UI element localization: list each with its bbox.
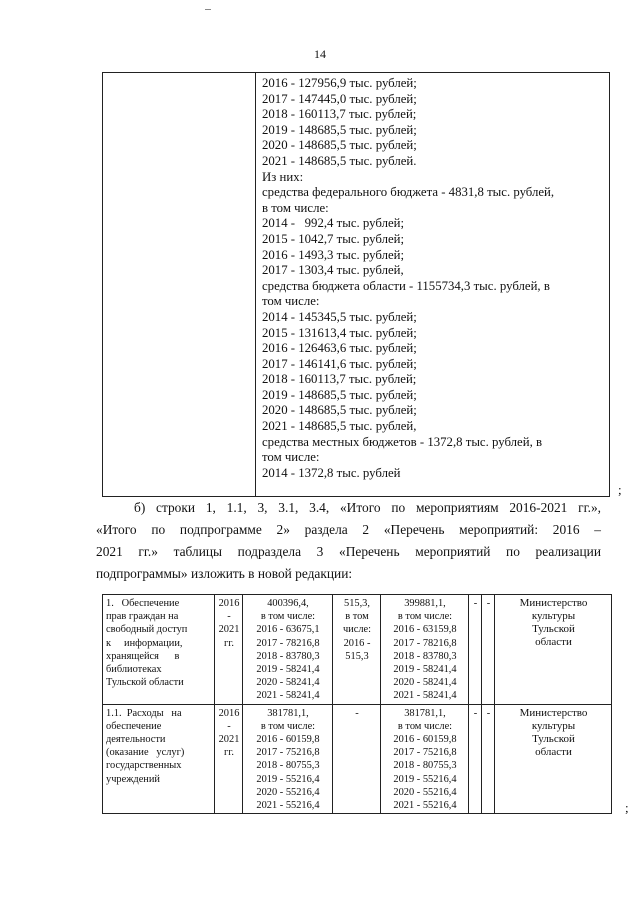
responsible-cell-line: Тульской bbox=[532, 732, 575, 745]
regional-budget-cell-line: 2016 - 63159,8 bbox=[393, 624, 457, 636]
activity-name-cell-line: к информации, bbox=[106, 637, 183, 649]
responsible-cell-line: Тульской bbox=[532, 623, 575, 635]
activity-name-cell-line: хранящейся в bbox=[106, 650, 180, 662]
regional-budget-cell-line: 399881,1, bbox=[404, 598, 446, 609]
activity-name-cell bbox=[103, 595, 215, 705]
funding-table-continued bbox=[102, 72, 610, 497]
funding-line: 2017 - 146141,6 тыс. рублей; bbox=[262, 356, 417, 371]
activity-name-cell-line: прав граждан на bbox=[106, 611, 179, 623]
regional-budget-cell-line: 2018 - 80755,3 bbox=[393, 760, 457, 772]
federal-budget-cell bbox=[333, 595, 381, 705]
period-cell-line: - bbox=[227, 720, 231, 732]
funding-line: 2020 - 148685,5 тыс. рублей; bbox=[262, 138, 417, 153]
responsible-cell-line: области bbox=[535, 745, 572, 758]
regional-budget-cell-line: в том числе: bbox=[397, 720, 453, 732]
activity-name-cell-line: обеспечение bbox=[106, 720, 162, 732]
federal-budget-cell-line: - bbox=[355, 707, 359, 719]
funding-line: 2015 - 1042,7 тыс. рублей; bbox=[262, 231, 405, 246]
funding-line: 2014 - 145345,5 тыс. рублей; bbox=[262, 309, 417, 324]
responsible-cell-line: Министерство bbox=[519, 597, 588, 609]
funding-line: в том числе: bbox=[262, 200, 329, 215]
federal-budget-cell bbox=[333, 704, 381, 814]
federal-budget-cell-line: 515,3 bbox=[345, 650, 369, 662]
responsible-cell-line: Министерство bbox=[519, 706, 588, 719]
federal-budget-cell-line: 2016 - bbox=[343, 637, 371, 649]
period-cell-line: 2016 bbox=[218, 598, 240, 609]
activity-name-cell-line: 1.1. Расходы на bbox=[106, 707, 182, 719]
paragraph-line: б) строки 1, 1.1, 3, 3.1, 3.4, «Итого по мероприятиям 2016-2021 гг.», bbox=[134, 500, 601, 515]
regional-budget-cell-line: 2017 - 78216,8 bbox=[393, 637, 457, 649]
period-cell bbox=[215, 595, 243, 705]
period-cell-line: гг. bbox=[224, 637, 234, 649]
funding-amounts-cell bbox=[256, 73, 610, 497]
funding-line: 2016 - 1493,3 тыс. рублей; bbox=[262, 247, 405, 262]
funding-line: том числе: bbox=[262, 450, 320, 465]
funding-line: 2016 - 126463,6 тыс. рублей; bbox=[262, 341, 417, 356]
regional-budget-cell-line: в том числе: bbox=[397, 611, 453, 623]
regional-budget-cell-line: 2016 - 60159,8 bbox=[393, 734, 457, 746]
funding-line: 2014 - 1372,8 тыс. рублей bbox=[262, 465, 401, 480]
total-amount-cell-line: 2016 - 63675,1 bbox=[256, 624, 320, 636]
regional-budget-cell-line: 2020 - 55216,4 bbox=[393, 786, 457, 798]
total-amount-cell-line: 2021 - 55216,4 bbox=[256, 800, 320, 812]
regional-budget-cell-line: 2021 - 58241,4 bbox=[393, 690, 457, 702]
activities-table bbox=[102, 594, 612, 814]
funding-line: 2021 - 148685,5 тыс. рублей. bbox=[262, 153, 417, 168]
period-cell-line: - bbox=[227, 611, 231, 623]
regional-budget-cell-line: 381781,1, bbox=[404, 707, 446, 719]
activity-name-cell-line: (оказание услуг) bbox=[106, 747, 185, 759]
total-amount-cell-line: 2019 - 55216,4 bbox=[256, 773, 320, 785]
activity-name-cell-line: 1. Обеспечение bbox=[106, 598, 180, 609]
funding-line: том числе: bbox=[262, 294, 320, 309]
funding-line: средства местных бюджетов - 1372,8 тыс. рублей, в bbox=[262, 434, 543, 449]
other-sources-cell: - bbox=[482, 704, 495, 814]
regional-budget-cell-line: 2019 - 55216,4 bbox=[393, 773, 457, 785]
responsible-cell-line: области bbox=[535, 636, 572, 648]
total-amount-cell bbox=[243, 704, 333, 814]
semicolon-mark: ; bbox=[618, 482, 622, 497]
regional-budget-cell bbox=[381, 595, 469, 705]
funding-line: средства бюджета области - 1155734,3 тыс. рублей, в bbox=[262, 278, 550, 293]
table-row bbox=[103, 704, 612, 814]
funding-line: 2019 - 148685,5 тыс. рублей; bbox=[262, 387, 417, 402]
funding-line: 2014 - 992,4 тыс. рублей; bbox=[262, 216, 405, 231]
total-amount-cell-line: в том числе: bbox=[260, 611, 316, 623]
federal-budget-cell-line: числе: bbox=[342, 624, 372, 636]
local-budget-cell: - bbox=[469, 704, 482, 814]
funding-line: 2021 - 148685,5 тыс. рублей, bbox=[262, 419, 417, 434]
funding-line: 2017 - 147445,0 тыс. рублей; bbox=[262, 91, 417, 106]
funding-line: 2018 - 160113,7 тыс. рублей; bbox=[262, 107, 417, 122]
total-amount-cell-line: 2020 - 58241,4 bbox=[256, 677, 320, 689]
total-amount-cell-line: 2018 - 83780,3 bbox=[256, 650, 320, 662]
federal-budget-cell-line: 515,3, bbox=[344, 598, 370, 609]
activity-name-cell bbox=[103, 704, 215, 814]
total-amount-cell-line: 2019 - 58241,4 bbox=[256, 664, 320, 676]
page-number: 14 bbox=[314, 47, 326, 61]
period-cell bbox=[215, 704, 243, 814]
funding-line: средства федерального бюджета - 4831,8 тыс. рублей, bbox=[262, 185, 555, 200]
period-cell-line: 2021 bbox=[218, 624, 240, 636]
regional-budget-cell-line: 2020 - 58241,4 bbox=[393, 677, 457, 689]
activity-name-cell-line: деятельности bbox=[106, 734, 166, 746]
total-amount-cell-line: 2018 - 80755,3 bbox=[256, 760, 320, 772]
paragraph-line: подпрограммы» изложить в новой редакции: bbox=[96, 566, 353, 581]
total-amount-cell-line: 2016 - 60159,8 bbox=[256, 734, 320, 746]
responsible-cell bbox=[495, 595, 612, 705]
total-amount-cell-line: 381781,1, bbox=[267, 707, 309, 719]
activity-name-cell-line: свободный доступ bbox=[106, 624, 188, 636]
regional-budget-cell-line: 2019 - 58241,4 bbox=[393, 664, 457, 676]
period-cell-line: 2016 bbox=[218, 707, 240, 719]
total-amount-cell-line: в том числе: bbox=[260, 720, 316, 732]
activity-name-cell-line: учреждений bbox=[106, 773, 160, 785]
amendment-paragraph bbox=[96, 497, 601, 585]
responsible-cell-line: культуры bbox=[531, 719, 576, 732]
regional-budget-cell-line: 2017 - 75216,8 bbox=[393, 747, 457, 759]
scan-mark bbox=[205, 9, 211, 10]
table-row bbox=[103, 595, 612, 705]
total-amount-cell-line: 2017 - 75216,8 bbox=[256, 747, 320, 759]
period-cell-line: гг. bbox=[224, 747, 234, 759]
funding-line: 2018 - 160113,7 тыс. рублей; bbox=[262, 372, 417, 387]
funding-line: 2020 - 148685,5 тыс. рублей; bbox=[262, 403, 417, 418]
funding-line: 2019 - 148685,5 тыс. рублей; bbox=[262, 122, 417, 137]
activity-name-cell-line: Тульской области bbox=[106, 677, 184, 689]
responsible-cell bbox=[495, 704, 612, 814]
total-amount-cell-line: 2020 - 55216,4 bbox=[256, 786, 320, 798]
total-amount-cell bbox=[243, 595, 333, 705]
funding-line: 2017 - 1303,4 тыс. рублей, bbox=[262, 263, 404, 278]
funding-line: 2015 - 131613,4 тыс. рублей; bbox=[262, 325, 417, 340]
period-cell-line: 2021 bbox=[218, 734, 240, 746]
federal-budget-cell-line: в том bbox=[345, 611, 369, 623]
regional-budget-cell bbox=[381, 704, 469, 814]
responsible-cell-line: культуры bbox=[531, 610, 576, 622]
activity-name-cell-line: государственных bbox=[106, 760, 182, 772]
semicolon-mark-bottom: ; bbox=[625, 800, 629, 815]
total-amount-cell-line: 400396,4, bbox=[267, 598, 309, 609]
activity-name-cell-line: библиотеках bbox=[106, 664, 162, 676]
regional-budget-cell-line: 2021 - 55216,4 bbox=[393, 800, 457, 812]
paragraph-line: «Итого по подпрограмме 2» раздела 2 «Перечень мероприятий: 2016 – bbox=[96, 522, 601, 537]
paragraph-line: 2021 гг.» таблицы подраздела 3 «Перечень мероприятий по реализации bbox=[96, 544, 601, 559]
total-amount-cell-line: 2017 - 78216,8 bbox=[256, 637, 320, 649]
total-amount-cell-line: 2021 - 58241,4 bbox=[256, 690, 320, 702]
other-sources-cell: - bbox=[482, 595, 495, 705]
funding-line: Из них: bbox=[262, 169, 304, 184]
funding-line: 2016 - 127956,9 тыс. рублей; bbox=[262, 76, 417, 90]
local-budget-cell: - bbox=[469, 595, 482, 705]
regional-budget-cell-line: 2018 - 83780,3 bbox=[393, 650, 457, 662]
empty-left-cell bbox=[103, 73, 256, 497]
